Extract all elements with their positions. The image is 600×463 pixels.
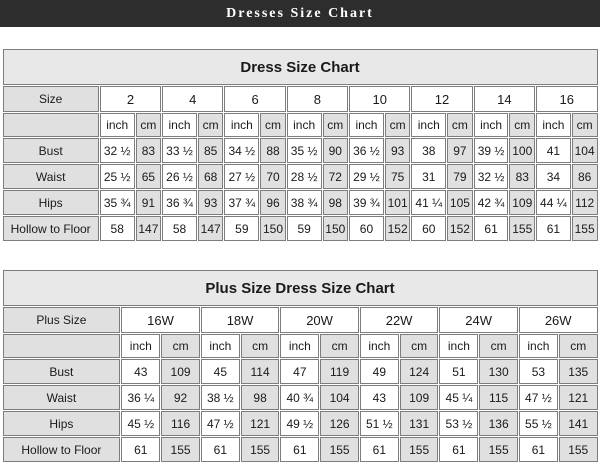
cm-value: 155 xyxy=(572,216,598,241)
inch-value: 61 xyxy=(360,437,399,462)
size-column-header: 10 xyxy=(349,86,410,112)
unit-inch-header: inch xyxy=(519,334,558,358)
unit-cm-header: cm xyxy=(320,334,358,358)
inch-value: 34 ½ xyxy=(224,138,259,163)
cm-value: 131 xyxy=(400,411,438,436)
size-column-header: 18W xyxy=(201,307,280,333)
size-column-header: 8 xyxy=(287,86,348,112)
unit-header-row xyxy=(3,334,598,358)
inch-value: 47 ½ xyxy=(519,385,558,410)
measurement-label: Waist xyxy=(3,385,121,410)
unit-inch-header: inch xyxy=(439,334,478,358)
measurement-row xyxy=(3,216,598,241)
cm-value: 68 xyxy=(198,164,224,189)
inch-value: 61 xyxy=(439,437,478,462)
size-header-label: Size xyxy=(3,86,99,112)
unit-inch-header: inch xyxy=(349,113,384,137)
cm-value: 100 xyxy=(509,138,535,163)
cm-value: 119 xyxy=(320,359,358,384)
inch-value: 28 ½ xyxy=(287,164,322,189)
cm-value: 147 xyxy=(136,216,162,241)
unit-cm-header: cm xyxy=(241,334,279,358)
cm-value: 130 xyxy=(479,359,517,384)
unit-cm-header: cm xyxy=(509,113,535,137)
inch-value: 31 xyxy=(411,164,446,189)
inch-value: 29 ½ xyxy=(349,164,384,189)
inch-value: 34 xyxy=(536,164,571,189)
size-column-header: 4 xyxy=(162,86,223,112)
measurement-row xyxy=(3,411,598,436)
cm-value: 121 xyxy=(559,385,598,410)
unit-inch-header: inch xyxy=(360,334,399,358)
inch-value: 33 ½ xyxy=(162,138,197,163)
cm-value: 152 xyxy=(447,216,473,241)
cm-value: 98 xyxy=(323,190,349,215)
cm-value: 112 xyxy=(572,190,598,215)
unit-inch-header: inch xyxy=(287,113,322,137)
inch-value: 42 ¾ xyxy=(474,190,509,215)
cm-value: 109 xyxy=(161,359,199,384)
cm-value: 93 xyxy=(198,190,224,215)
unit-cm-header: cm xyxy=(385,113,411,137)
cm-value: 88 xyxy=(260,138,286,163)
cm-value: 79 xyxy=(447,164,473,189)
inch-value: 61 xyxy=(280,437,319,462)
unit-cm-header: cm xyxy=(447,113,473,137)
cm-value: 114 xyxy=(241,359,279,384)
inch-value: 36 ¾ xyxy=(162,190,197,215)
cm-value: 150 xyxy=(323,216,349,241)
cm-value: 155 xyxy=(161,437,199,462)
inch-value: 45 ¼ xyxy=(439,385,478,410)
cm-value: 93 xyxy=(385,138,411,163)
unit-inch-header: inch xyxy=(280,334,319,358)
inch-value: 49 ½ xyxy=(280,411,319,436)
cm-value: 109 xyxy=(509,190,535,215)
measurement-row xyxy=(3,164,598,189)
inch-value: 61 xyxy=(536,216,571,241)
cm-value: 155 xyxy=(241,437,279,462)
cm-value: 152 xyxy=(385,216,411,241)
inch-value: 53 xyxy=(519,359,558,384)
inch-value: 39 ¾ xyxy=(349,190,384,215)
inch-value: 43 xyxy=(121,359,160,384)
inch-value: 59 xyxy=(287,216,322,241)
cm-value: 136 xyxy=(479,411,517,436)
charts-area xyxy=(0,48,600,463)
unit-cm-header: cm xyxy=(260,113,286,137)
inch-value: 58 xyxy=(100,216,135,241)
cm-value: 147 xyxy=(198,216,224,241)
plus-size-dress-size-chart-table xyxy=(2,269,599,463)
measurement-label: Hollow to Floor xyxy=(3,437,121,462)
size-column-header: 22W xyxy=(360,307,439,333)
cm-value: 90 xyxy=(323,138,349,163)
inch-value: 61 xyxy=(474,216,509,241)
inch-value: 36 ¼ xyxy=(121,385,160,410)
inch-value: 27 ½ xyxy=(224,164,259,189)
cm-value: 92 xyxy=(161,385,199,410)
measurement-label: Waist xyxy=(3,164,99,189)
cm-value: 109 xyxy=(400,385,438,410)
cm-value: 91 xyxy=(136,190,162,215)
inch-value: 61 xyxy=(201,437,240,462)
inch-value: 37 ¾ xyxy=(224,190,259,215)
measurement-label: Hollow to Floor xyxy=(3,216,99,241)
measurement-label: Bust xyxy=(3,359,121,384)
inch-value: 53 ½ xyxy=(439,411,478,436)
inch-value: 45 ½ xyxy=(121,411,160,436)
size-header-row xyxy=(3,86,598,112)
inch-value: 36 ½ xyxy=(349,138,384,163)
cm-value: 105 xyxy=(447,190,473,215)
measurement-row xyxy=(3,138,598,163)
cm-value: 135 xyxy=(559,359,598,384)
measurement-label: Hips xyxy=(3,411,121,436)
cm-value: 126 xyxy=(320,411,358,436)
cm-value: 121 xyxy=(241,411,279,436)
size-column-header: 16 xyxy=(536,86,598,112)
unit-inch-header: inch xyxy=(100,113,135,137)
inch-value: 44 ¼ xyxy=(536,190,571,215)
cm-value: 96 xyxy=(260,190,286,215)
cm-value: 98 xyxy=(241,385,279,410)
cm-value: 85 xyxy=(198,138,224,163)
inch-value: 60 xyxy=(349,216,384,241)
inch-value: 40 ¾ xyxy=(280,385,319,410)
inch-value: 61 xyxy=(519,437,558,462)
size-column-header: 24W xyxy=(439,307,518,333)
unit-cm-header: cm xyxy=(559,334,598,358)
size-column-header: 20W xyxy=(280,307,359,333)
cm-value: 124 xyxy=(400,359,438,384)
inch-value: 38 ¾ xyxy=(287,190,322,215)
unit-inch-header: inch xyxy=(201,334,240,358)
inch-value: 58 xyxy=(162,216,197,241)
inch-value: 35 ¾ xyxy=(100,190,135,215)
inch-value: 32 ½ xyxy=(100,138,135,163)
cm-value: 155 xyxy=(509,216,535,241)
size-header-label: Plus Size xyxy=(3,307,121,333)
inch-value: 25 ½ xyxy=(100,164,135,189)
cm-value: 83 xyxy=(509,164,535,189)
cm-value: 104 xyxy=(320,385,358,410)
measurement-row xyxy=(3,385,598,410)
cm-value: 115 xyxy=(479,385,517,410)
cm-value: 75 xyxy=(385,164,411,189)
cm-value: 155 xyxy=(559,437,598,462)
unit-inch-header: inch xyxy=(536,113,571,137)
cm-value: 65 xyxy=(136,164,162,189)
size-column-header: 6 xyxy=(224,86,285,112)
size-header-row xyxy=(3,307,598,333)
unit-inch-header: inch xyxy=(411,113,446,137)
inch-value: 38 xyxy=(411,138,446,163)
measurement-label: Hips xyxy=(3,190,99,215)
dress-size-chart-table xyxy=(2,48,599,242)
header-banner xyxy=(0,0,600,27)
unit-cm-header: cm xyxy=(161,334,199,358)
cm-value: 86 xyxy=(572,164,598,189)
unit-cm-header: cm xyxy=(198,113,224,137)
inch-value: 55 ½ xyxy=(519,411,558,436)
size-column-header: 2 xyxy=(100,86,161,112)
cm-value: 150 xyxy=(260,216,286,241)
size-column-header: 12 xyxy=(411,86,472,112)
inch-value: 47 xyxy=(280,359,319,384)
cm-value: 155 xyxy=(479,437,517,462)
cm-value: 155 xyxy=(320,437,358,462)
unit-cm-header: cm xyxy=(400,334,438,358)
table-title: Plus Size Dress Size Chart xyxy=(3,270,598,306)
size-column-header: 26W xyxy=(519,307,598,333)
size-column-header: 16W xyxy=(121,307,200,333)
inch-value: 32 ½ xyxy=(474,164,509,189)
unit-inch-header: inch xyxy=(162,113,197,137)
cm-value: 97 xyxy=(447,138,473,163)
inch-value: 41 xyxy=(536,138,571,163)
inch-value: 41 ¼ xyxy=(411,190,446,215)
inch-value: 45 xyxy=(201,359,240,384)
unit-cm-header: cm xyxy=(136,113,162,137)
inch-value: 59 xyxy=(224,216,259,241)
cm-value: 141 xyxy=(559,411,598,436)
measurement-row xyxy=(3,359,598,384)
cm-value: 70 xyxy=(260,164,286,189)
inch-value: 35 ½ xyxy=(287,138,322,163)
size-column-header: 14 xyxy=(474,86,535,112)
cm-value: 116 xyxy=(161,411,199,436)
unit-cm-header: cm xyxy=(479,334,517,358)
cm-value: 72 xyxy=(323,164,349,189)
inch-value: 49 xyxy=(360,359,399,384)
inch-value: 51 xyxy=(439,359,478,384)
unit-inch-header: inch xyxy=(121,334,160,358)
inch-value: 51 ½ xyxy=(360,411,399,436)
unit-inch-header: inch xyxy=(474,113,509,137)
inch-value: 38 ½ xyxy=(201,385,240,410)
measurement-row xyxy=(3,190,598,215)
table-title: Dress Size Chart xyxy=(3,49,598,85)
inch-value: 26 ½ xyxy=(162,164,197,189)
cm-value: 101 xyxy=(385,190,411,215)
unit-corner-cell xyxy=(3,334,121,358)
cm-value: 155 xyxy=(400,437,438,462)
measurement-label: Bust xyxy=(3,138,99,163)
unit-corner-cell xyxy=(3,113,99,137)
unit-header-row xyxy=(3,113,598,137)
banner-title: Dresses Size Chart xyxy=(226,5,374,21)
unit-inch-header: inch xyxy=(224,113,259,137)
unit-cm-header: cm xyxy=(572,113,598,137)
cm-value: 83 xyxy=(136,138,162,163)
inch-value: 47 ½ xyxy=(201,411,240,436)
inch-value: 60 xyxy=(411,216,446,241)
cm-value: 104 xyxy=(572,138,598,163)
inch-value: 43 xyxy=(360,385,399,410)
inch-value: 61 xyxy=(121,437,160,462)
inch-value: 39 ½ xyxy=(474,138,509,163)
unit-cm-header: cm xyxy=(323,113,349,137)
